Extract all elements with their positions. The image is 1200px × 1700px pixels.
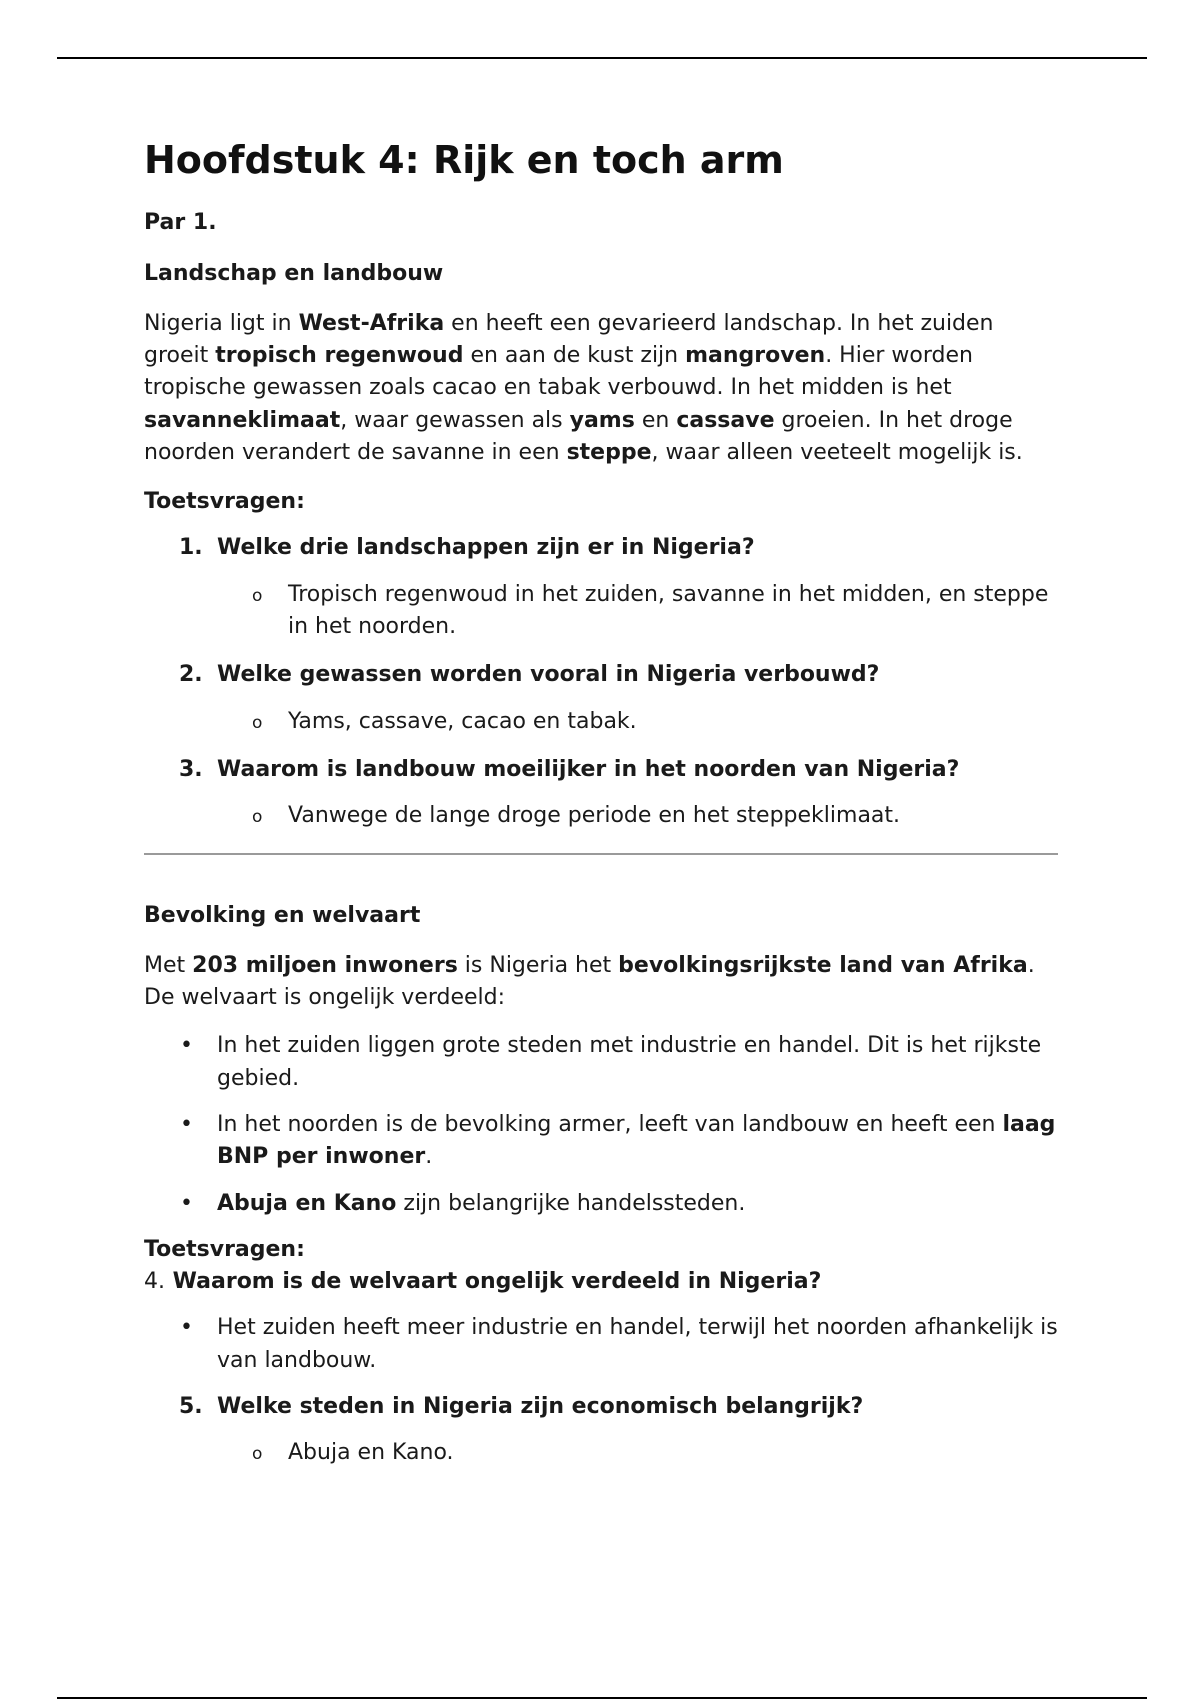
bullet-item: • In het noorden is de bevolking armer, leeft van landbouw en heeft een laag BNP per inwoner. xyxy=(144,1109,1060,1174)
answer-marker: o xyxy=(252,807,263,828)
section-heading-landschap: Landschap en landbouw xyxy=(144,260,444,286)
question-item: 2. Welke gewassen worden vooral in Nigeria verbouwd? xyxy=(179,662,880,688)
bullet-marker: • xyxy=(180,1033,193,1059)
bullet-item: • Abuja en Kano zijn belangrijke handelssteden. xyxy=(144,1188,1060,1220)
bullet-marker: • xyxy=(180,1111,193,1137)
population-paragraph: Met 203 miljoen inwoners is Nigeria het bevolkingsrijkste land van Afrika. De welvaart is ongelijk verdeeld: xyxy=(144,952,1035,1010)
answer-item: o Tropisch regenwoud in het zuiden, savanne in het midden, en steppe in het noorden. xyxy=(252,581,1049,639)
question-item: 4. Waarom is de welvaart ongelijk verdeeld in Nigeria? xyxy=(144,1269,822,1295)
document-body xyxy=(144,138,1060,1486)
answer-item: o Abuja en Kano. xyxy=(252,1440,454,1466)
bottom-rule xyxy=(57,1697,1147,1699)
question-item: 5. Welke steden in Nigeria zijn economisch belangrijk? xyxy=(179,1394,864,1420)
intro-paragraph: Nigeria ligt in West-Afrika en heeft een gevarieerd landschap. In het zuiden groeit tropisch regenwoud en aan de kust zijn mangroven. Hier worden tropische gewassen zoals cacao en tabak verbouwd. In het midden is het savanneklimaat, waar gewassen als yams en cassave groeien. In het droge noorden verandert de savanne in een steppe, waar alleen veeteelt mogelijk is. xyxy=(144,310,1023,465)
question-item: 3. Waarom is landbouw moeilijker in het noorden van Nigeria? xyxy=(179,756,960,782)
answer-marker: o xyxy=(252,1444,263,1465)
toetsvragen-label-2: Toetsvragen: xyxy=(144,1236,305,1262)
page-title: Hoofdstuk 4: Rijk en toch arm xyxy=(144,138,784,182)
answer-marker: o xyxy=(252,585,263,606)
answer-item: o Yams, cassave, cacao en tabak. xyxy=(252,708,637,734)
question-item: 1. Welke drie landschappen zijn er in Nigeria? xyxy=(179,535,755,561)
bullet-item: • Het zuiden heeft meer industrie en handel, terwijl het noorden afhankelijk is van landbouw. xyxy=(144,1312,1060,1377)
top-rule xyxy=(57,57,1147,59)
answer-item: o Vanwege de lange droge periode en het steppeklimaat. xyxy=(252,803,901,829)
section-heading-bevolking: Bevolking en welvaart xyxy=(144,902,421,928)
answer-marker: o xyxy=(252,712,263,733)
bullet-marker: • xyxy=(180,1315,193,1341)
paragraph-number: Par 1. xyxy=(144,209,217,235)
bullet-item: • In het zuiden liggen grote steden met industrie en handel. Dit is het rijkste gebied. xyxy=(144,1030,1060,1095)
bullet-marker: • xyxy=(180,1190,193,1216)
section-divider xyxy=(144,853,1058,855)
toetsvragen-label: Toetsvragen: xyxy=(144,489,305,515)
